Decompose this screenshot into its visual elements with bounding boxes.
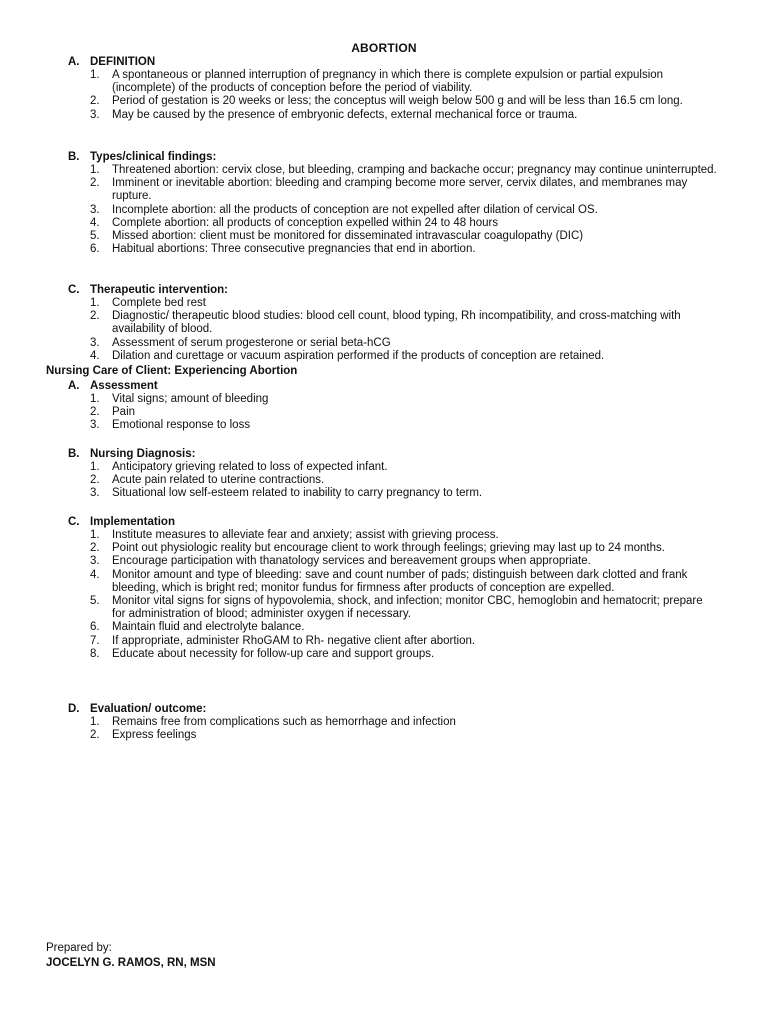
list-item: 3. Incomplete abortion: all the products of conception are not expelled after dilation of cervical OS.	[90, 203, 598, 216]
list-item: 4. Monitor amount and type of bleeding: save and count number of pads; distinguish between dark clotted and frank bleeding, which is bright red; monitor fundus for firmness after products of conception are expelled.	[90, 568, 688, 594]
list-item: 3. Assessment of serum progesterone or serial beta-hCG	[90, 336, 391, 349]
author-name: JOCELYN G. RAMOS, RN, MSN	[46, 957, 216, 969]
list-item: 2. Period of gestation is 20 weeks or less; the conceptus will weigh below 500 g and will be less than 16.5 cm long.	[90, 95, 683, 108]
part-heading-nursing-care: Nursing Care of Client: Experiencing Abortion	[46, 365, 298, 377]
list-item: 3. Encourage participation with thanatology services and bereavement groups when appropriate.	[90, 555, 591, 568]
section-heading: Assessment	[90, 380, 158, 392]
section-evaluation-outcome	[68, 702, 718, 742]
list-item: 1. Anticipatory grieving related to loss of expected infant.	[90, 461, 388, 473]
list-item: 4. Complete abortion: all products of conception expelled within 24 to 48 hours	[90, 216, 499, 229]
section-heading: DEFINITION	[90, 56, 156, 68]
list-item: 1. Vital signs; amount of bleeding	[90, 393, 269, 405]
list-item: 6. Habitual abortions: Three consecutive pregnancies that end in abortion.	[90, 243, 476, 256]
list-item: 7. If appropriate, administer RhoGAM to Rh- negative client after abortion.	[90, 634, 476, 647]
prepared-by-label: Prepared by:	[46, 942, 112, 954]
section-definition	[68, 55, 718, 122]
section-letter: B.	[68, 151, 80, 163]
list-item: 3. Emotional response to loss	[90, 419, 251, 432]
list-item: 2. Point out physiologic reality but encourage client to work through feelings; grieving may last up to 24 months.	[90, 542, 665, 555]
list-item: 5. Monitor vital signs for signs of hypovolemia, shock, and infection; monitor CBC, hemoglobin and hematocrit; prepare for administration of blood; administer oxygen if necessary.	[90, 595, 703, 621]
section-therapeutic-intervention	[68, 283, 718, 363]
section-heading: Types/clinical findings:	[90, 151, 217, 163]
section-letter: A.	[68, 380, 80, 392]
section-letter: B.	[68, 448, 80, 460]
list-item: 4. Dilation and curettage or vacuum aspiration performed if the products of conception are retained.	[90, 349, 605, 362]
list-item: 2. Imminent or inevitable abortion: bleeding and cramping become more server, cervix dilates, and membranes may rupture.	[90, 177, 688, 203]
section-letter: C.	[68, 516, 80, 528]
section-implementation	[68, 515, 718, 661]
list-item: 8. Educate about necessity for follow-up care and support groups.	[90, 647, 435, 660]
section-types-clinical-findings	[68, 150, 718, 256]
section-heading: Implementation	[90, 516, 175, 528]
list-item: 1. A spontaneous or planned interruption of pregnancy in which there is complete expulsion or partial expulsion (incomplete) of the products of conception before the period of viability.	[90, 69, 664, 95]
list-item: 1. Institute measures to alleviate fear and anxiety; assist with grieving process.	[90, 529, 499, 541]
section-nursing-diagnosis	[68, 447, 718, 501]
list-item: 1. Remains free from complications such as hemorrhage and infection	[90, 716, 456, 728]
list-item: 2. Acute pain related to uterine contractions.	[90, 474, 325, 487]
section-heading: Therapeutic intervention:	[90, 284, 229, 296]
section-letter: A.	[68, 56, 80, 68]
list-item: 1. Complete bed rest	[90, 297, 206, 309]
list-item: 5. Missed abortion: client must be monitored for disseminated intravascular coagulopathy (DIC)	[90, 230, 584, 243]
list-item: 1. Threatened abortion: cervix close, but bleeding, cramping and backache occur; pregnancy may continue uninterrupted.	[90, 164, 717, 176]
section-letter: D.	[68, 703, 80, 715]
list-item: 3. Situational low self-esteem related to inability to carry pregnancy to term.	[90, 487, 483, 500]
section-assessment	[68, 379, 718, 433]
document-title: ABORTION	[351, 41, 417, 55]
section-heading: Nursing Diagnosis:	[90, 448, 196, 460]
list-item: 2. Express feelings	[90, 729, 197, 742]
section-heading: Evaluation/ outcome:	[90, 703, 207, 715]
list-item: 6. Maintain fluid and electrolyte balance.	[90, 621, 305, 634]
list-item: 3. May be caused by the presence of embryonic defects, external mechanical force or trauma.	[90, 108, 578, 121]
list-item: 2. Diagnostic/ therapeutic blood studies: blood cell count, blood typing, Rh incompatibility, and cross-matching with availability of blood.	[90, 310, 681, 336]
list-item: 2. Pain	[90, 406, 136, 419]
section-letter: C.	[68, 284, 80, 296]
